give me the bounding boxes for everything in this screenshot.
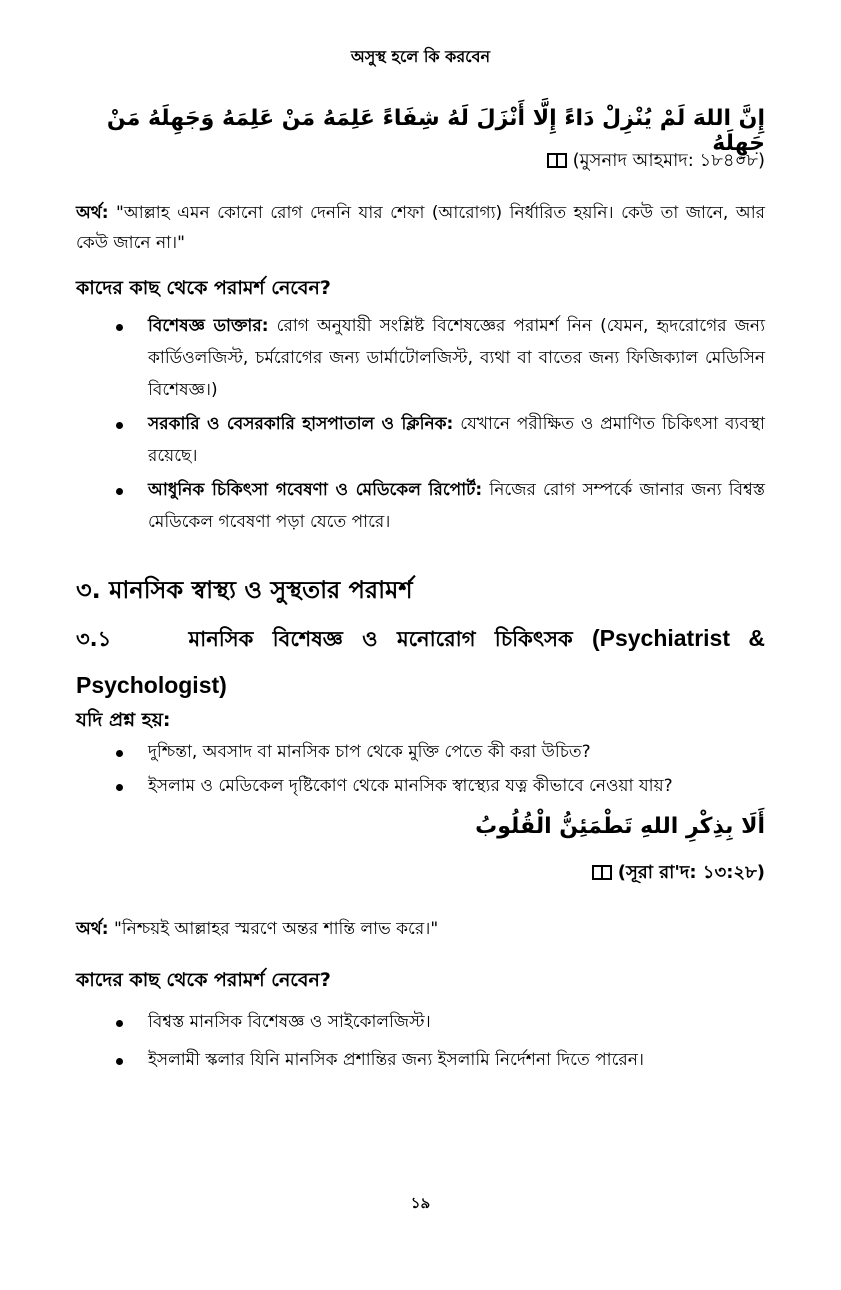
item-label: আধুনিক চিকিৎসা গবেষণা ও মেডিকেল রিপোর্ট: <box>148 480 483 500</box>
page-number: ১৯ <box>410 1194 431 1212</box>
hadith-arabic: إِنَّ اللهَ لَمْ يُنْزِلْ دَاءً إِلَّا أَنْزَلَ لَهُ شِفَاءً عَلِمَهُ مَنْ عَلِمَهُ وَجَهِلَهُ مَنْ جَهِلَهُ <box>106 106 765 156</box>
question-heading: যদি প্রশ্ন হয়: <box>76 709 171 731</box>
question-list <box>76 736 765 804</box>
item-text: রোগ অনুযায়ী সংশ্লিষ্ট বিশেষজ্ঞের পরামর্শ নিন (যেমন, হৃদরোগের জন্য কার্ডিওলজিস্ট, চর্মরোগের জন্য ডার্মাটোলজিস্ট, ব্যথা বা বাতের জন্য ফিজিক্যাল মেডিসিন বিশেষজ্ঞ।) <box>148 316 765 400</box>
list-item: দুশ্চিন্তা, অবসাদ বা মানসিক চাপ থেকে মুক্তি পেতে কী করা উচিত? <box>76 736 765 768</box>
running-header: অসুস্থ হলে কি করবেন <box>350 47 491 66</box>
list-item <box>76 408 765 472</box>
verse-arabic: أَلَا بِذِكْرِ اللهِ تَطْمَئِنُّ الْقُلُوبُ <box>475 814 765 839</box>
consult-heading: কাদের কাছ থেকে পরামর্শ নেবেন? <box>76 277 331 299</box>
item-text: নিজের রোগ সম্পর্কে জানার জন্য বিশ্বস্ত মেডিকেল গবেষণা পড়া যেতে পারে। <box>148 480 765 532</box>
list-item: বিশ্বস্ত মানসিক বিশেষজ্ঞ ও সাইকোলজিস্ট। <box>76 1006 765 1038</box>
item-label: সরকারি ও বেসরকারি হাসপাতাল ও ক্লিনিক: <box>148 414 454 434</box>
list-item <box>76 474 765 538</box>
subsection-title-bn: মানসিক বিশেষজ্ঞ ও মনোরোগ চিকিৎসক <box>188 627 573 651</box>
consult-list <box>76 310 765 540</box>
verse-meaning <box>76 914 765 944</box>
hadith-citation-text: (মুসনাদ আহমাদ: ১৮৪০৮) <box>572 150 765 171</box>
consult-heading-2: কাদের কাছ থেকে পরামর্শ নেবেন? <box>76 969 331 991</box>
book-icon <box>547 153 567 168</box>
meaning-label: অর্থ: <box>76 919 109 939</box>
book-icon <box>592 865 612 880</box>
subsection-title-en: (Psychiatrist & Psychologist) <box>76 625 765 698</box>
hadith-citation <box>76 146 765 177</box>
subsection-number: ৩.১ <box>76 627 112 651</box>
meaning-label: অর্থ: <box>76 203 109 223</box>
verse-citation-text: (সূরা রা'দ: ১৩:২৮) <box>617 862 765 883</box>
subsection-title <box>76 615 765 709</box>
meaning-text: "আল্লাহ এমন কোনো রোগ দেননি যার শেফা (আরোগ্য) নির্ধারিত হয়নি। কেউ তা জানে, আর কেউ জানে না।" <box>76 203 766 253</box>
list-item <box>76 310 765 406</box>
item-label: বিশেষজ্ঞ ডাক্তার: <box>148 316 269 336</box>
section-title: ৩. মানসিক স্বাস্থ্য ও সুস্থতার পরামর্শ <box>76 576 413 604</box>
item-text: যেখানে পরীক্ষিত ও প্রমাণিত চিকিৎসা ব্যবস্থা রয়েছে। <box>148 414 765 466</box>
verse-citation <box>76 858 765 889</box>
list-item: ইসলামী স্কলার যিনি মানসিক প্রশান্তির জন্য ইসলামি নির্দেশনা দিতে পারেন। <box>76 1044 765 1076</box>
hadith-meaning <box>76 198 765 258</box>
meaning-text: "নিশ্চয়ই আল্লাহর স্মরণে অন্তর শান্তি লাভ করে।" <box>113 919 439 939</box>
list-item: ইসলাম ও মেডিকেল দৃষ্টিকোণ থেকে মানসিক স্বাস্থ্যের যত্ন কীভাবে নেওয়া যায়? <box>76 770 765 802</box>
consult-list-2 <box>76 1006 765 1078</box>
